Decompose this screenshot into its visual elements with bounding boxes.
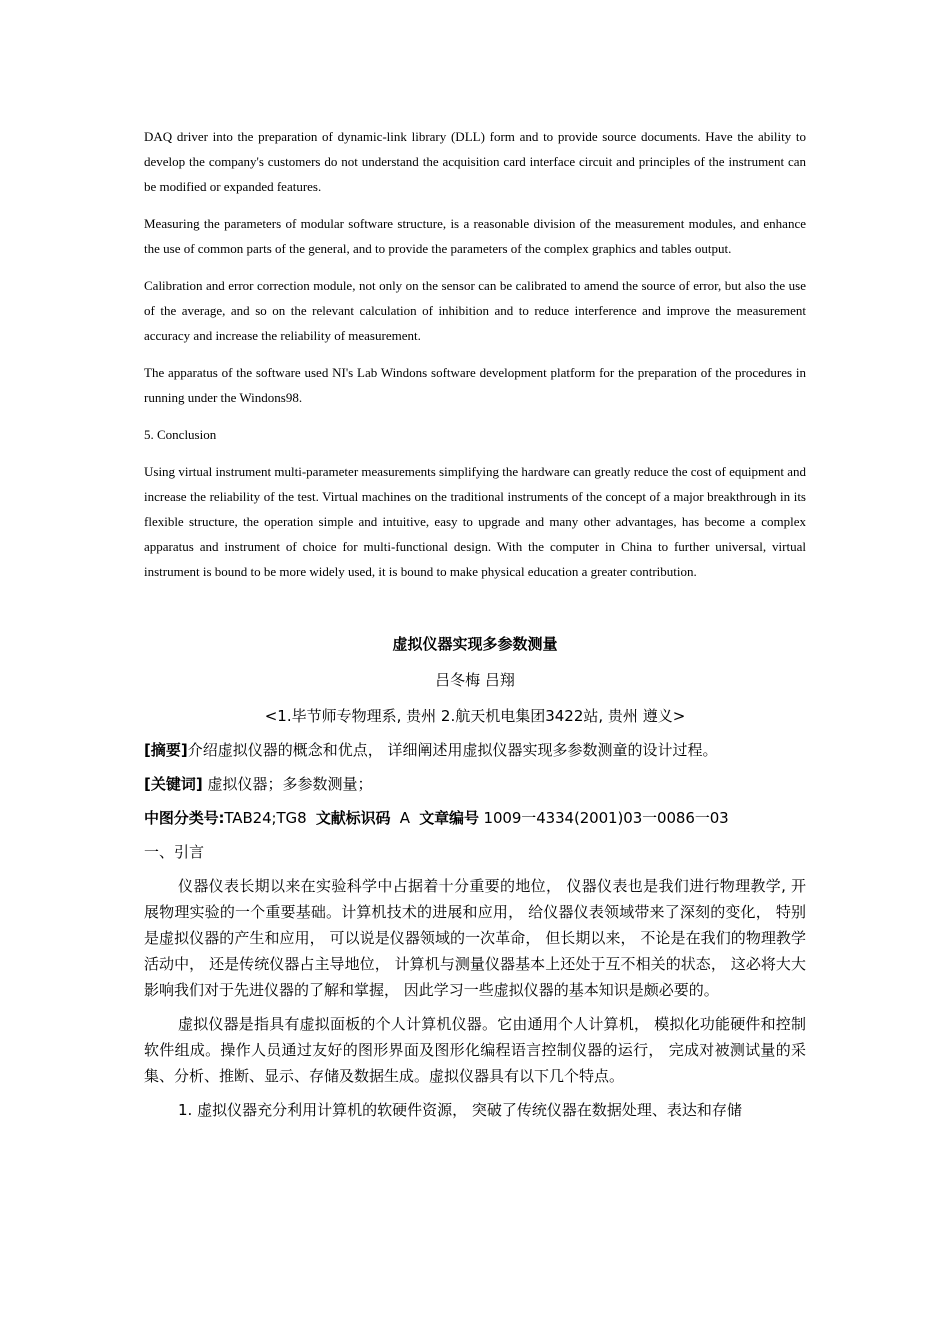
class-value: TAB24;TG8 xyxy=(224,809,307,827)
doc-code-label: 文献标识码 xyxy=(315,809,391,827)
article-no-value: 1009一4334(2001)03一0086一03 xyxy=(483,809,729,827)
conclusion-paragraph: Using virtual instrument multi-parameter measurements simplifying the hardware can greatly reduce the cost of equipment and increase the reliability of the test. Virtual machines on the traditional instruments of the concept of a major breakthrough in its flexible structure, the operation simple and intuitive, easy to upgrade and many other advantages, has become a complex apparatus and instrument of choice for multi-functional design. With the computer in China to further universal, virtual instrument is bound to be more widely used, it is bound to make physical education a greater contribution. xyxy=(144,464,806,579)
keywords-label: [关键词] xyxy=(144,775,203,793)
keywords-text: 虚拟仪器；多参数测量； xyxy=(202,775,373,793)
english-paragraph-2: Measuring the parameters of modular software structure, is a reasonable division of the measurement modules, and enhance the use of common parts of the general, and to provide the parameters of the complex graphics and tables output. xyxy=(144,216,806,256)
english-paragraph-3: Calibration and error correction module, not only on the sensor can be calibrated to amend the source of error, but also the use of the average, and so on the relevant calculation of inhibition and to reduce interference and improve the measurement accuracy and increase the reliability of measurement. xyxy=(144,278,806,343)
chinese-affiliation: <1.毕节师专物理系, 贵州 2.航天机电集团3422站, 贵州 遵义> xyxy=(264,707,686,725)
chinese-paragraph-2: 虚拟仪器是指具有虚拟面板的个人计算机仪器。它由通用个人计算机， 模拟化功能硬件和控制软件组成。操作人员通过友好的图形界面及图形化编程语言控制仪器的运行， 完成对被测试量的采集、分析、推断、显示、存储及数据生成。虚拟仪器具有以下几个特点。 xyxy=(144,1015,806,1085)
article-no-label: 文章编号 xyxy=(419,809,479,827)
chinese-paragraph-1: 仪器仪表长期以来在实验科学中占据着十分重要的地位， 仪器仪表也是我们进行物理教学, 开展物理实验的一个重要基础。计算机技术的进展和应用， 给仪器仪表领域带来了深刻的变化， 特别是虚拟仪器的产生和应用， 可以说是仪器领域的一次革命， 但长期以来， 不论是在我们的物理教学活动中， 还是传统仪器占主导地位， 计算机与测量仪器基本上还处于互不相关的状态， 这必将大大影响我们对于先进仪器的了解和掌握， 因此学习一些虚拟仪器的基本知识是颇必要的。 xyxy=(144,877,806,999)
chinese-authors: 吕冬梅 吕翔 xyxy=(435,671,515,689)
chinese-paragraph-3: 1. 虚拟仪器充分利用计算机的软硬件资源， 突破了传统仪器在数据处理、表达和存储 xyxy=(178,1101,742,1119)
classification-line xyxy=(144,805,806,831)
english-paragraph-4: The apparatus of the software used NI's Lab Windons software development platform for the preparation of the procedures in running under the Windons98. xyxy=(144,365,806,405)
document-page xyxy=(144,124,806,1131)
conclusion-heading: 5. Conclusion xyxy=(144,427,217,442)
english-paragraph-1: DAQ driver into the preparation of dynamic-link library (DLL) form and to provide source documents. Have the ability to develop the company's customers do not understand the acquisition card interface circuit and principles of the instrument can be modified or expanded features. xyxy=(144,129,806,194)
abstract-text: 介绍虚拟仪器的概念和优点， 详细阐述用虚拟仪器实现多参数测童的设计过程。 xyxy=(187,741,718,759)
abstract-line xyxy=(144,737,806,763)
class-label: 中图分类号: xyxy=(144,809,225,827)
abstract-label: [摘要] xyxy=(144,741,188,759)
section-heading-introduction: 一、引言 xyxy=(144,843,205,861)
chinese-title: 虚拟仪器实现多参数测量 xyxy=(392,635,558,653)
keywords-line xyxy=(144,771,806,797)
doc-code-value: A xyxy=(399,809,410,827)
